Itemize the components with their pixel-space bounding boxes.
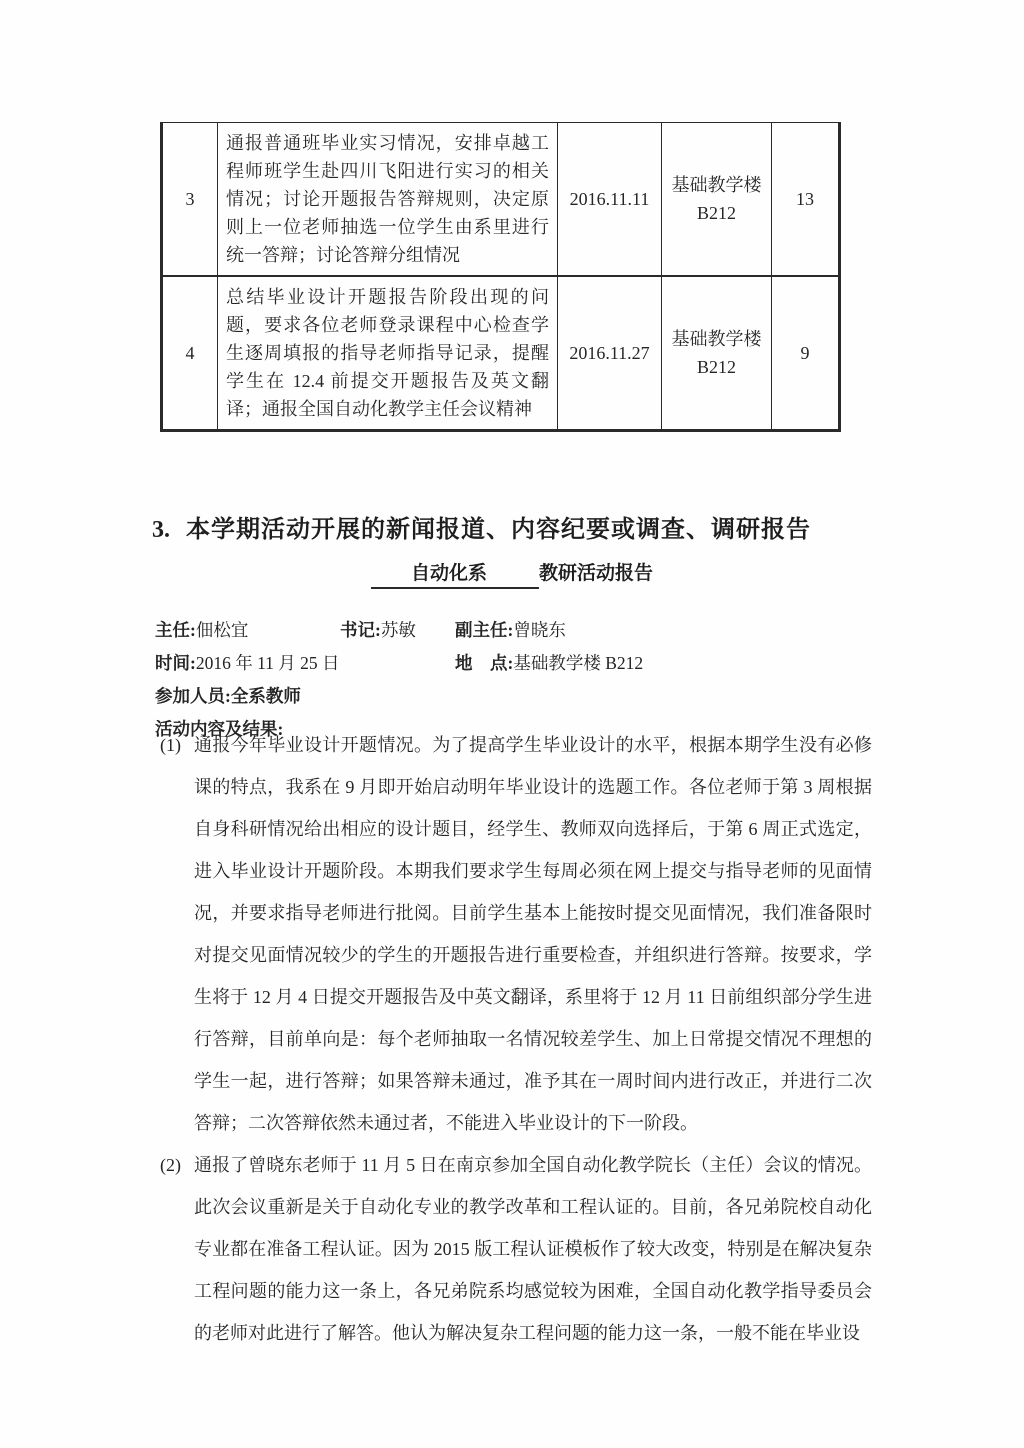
row-count-cell: 9	[772, 276, 840, 431]
section-heading	[152, 509, 872, 544]
list-item	[160, 724, 872, 1144]
secretary-name: 苏敏	[380, 620, 416, 640]
deputy-label: 副主任:	[455, 620, 514, 640]
row-number-cell: 3	[162, 123, 218, 277]
row-number-cell: 4	[162, 276, 218, 431]
item-marker: (2)	[160, 1155, 181, 1175]
place-label: 地 点:	[455, 653, 514, 673]
activity-summary-table	[160, 122, 841, 432]
time-label: 时间:	[155, 653, 196, 673]
list-item	[160, 1144, 872, 1354]
row-date-cell: 2016.11.11	[558, 123, 662, 277]
director-label: 主任:	[155, 620, 196, 640]
row-count-cell: 13	[772, 123, 840, 277]
time-value: 2016 年 11 月 25 日	[195, 653, 340, 673]
participants-label: 参加人员:	[155, 686, 231, 706]
table-row	[162, 276, 840, 431]
table-row	[162, 123, 840, 277]
secretary-label: 书记:	[340, 620, 381, 640]
report-subtitle	[0, 558, 1024, 589]
item-text: 通报了曾晓东老师于 11 月 5 日在南京参加全国自动化教学院长（主任）会议的情况。此次会议重新是关于自动化专业的教学改革和工程认证的。目前，各兄弟院校自动化专业都在准备工程认证。因为 2015 版工程认证模板作了较大改变，特别是在解决复杂工程问题的能力这一条上，各兄弟院系均感觉较为困难，全国自动化教学指导委员会的老师对此进行了解答。他认为解决复杂工程问题的能力这一条，一般不能在毕业设	[194, 1155, 872, 1343]
row-desc-cell: 通报普通班毕业实习情况，安排卓越工程师班学生赴四川飞阳进行实习的相关情况；讨论开题报告答辩规则，决定原则上一位老师抽选一位学生由系里进行统一答辩；讨论答辩分组情况	[218, 123, 558, 277]
section-number: 3.	[152, 517, 170, 543]
row-desc-cell: 总结毕业设计开题报告阶段出现的问题，要求各位老师登录课程中心检查学生逐周填报的指导老师指导记录，提醒学生在 12.4 前提交开题报告及英文翻译；通报全国自动化教学主任会议精神	[218, 276, 558, 431]
subtitle-department-underlined: 自动化系	[371, 558, 539, 589]
director-name: 佃松宜	[195, 620, 249, 640]
row-location-cell: 基础教学楼 B212	[662, 123, 772, 277]
subtitle-report-type: 教研活动报告	[539, 563, 654, 584]
row-date-cell: 2016.11.27	[558, 276, 662, 431]
section-heading-text: 本学期活动开展的新闻报道、内容纪要或调查、调研报告	[186, 517, 811, 543]
place-value: 基础教学楼 B212	[513, 653, 644, 673]
participants-value: 全系教师	[230, 686, 301, 706]
row-location-cell: 基础教学楼 B212	[662, 276, 772, 431]
meta-line-time-place	[155, 647, 875, 680]
item-marker: (1)	[160, 735, 181, 755]
meta-line-participants	[155, 680, 875, 713]
deputy-name: 曾晓东	[513, 620, 566, 640]
item-text: 通报今年毕业设计开题情况。为了提高学生毕业设计的水平，根据本期学生没有必修课的特点，我系在 9 月即开始启动明年毕业设计的选题工作。各位老师于第 3 周根据自身科研情况给出相应的设计题目，经学生、教师双向选择后，于第 6 周正式选定，进入毕业设计开题阶段。本期我们要求学生每周必须在网上提交与指导老师的见面情况，并要求指导老师进行批阅。目前学生基本上能按时提交见面情况，我们准备限时对提交见面情况较少的学生的开题报告进行重要检查，并组织进行答辩。按要求，学生将于 12 月 4 日提交开题报告及中英文翻译，系里将于 12 月 11 日前组织部分学生进行答辩，目前单向是：每个老师抽取一名情况较差学生、加上日常提交情况不理想的学生一起，进行答辩；如果答辩未通过，准予其在一周时间内进行改正，并进行二次答辩；二次答辩依然未通过者，不能进入毕业设计的下一阶段。	[194, 735, 872, 1133]
content-results-label: 活动内容及结果:	[155, 719, 284, 739]
activity-content-list	[160, 724, 872, 1354]
meta-line-people	[155, 614, 875, 647]
